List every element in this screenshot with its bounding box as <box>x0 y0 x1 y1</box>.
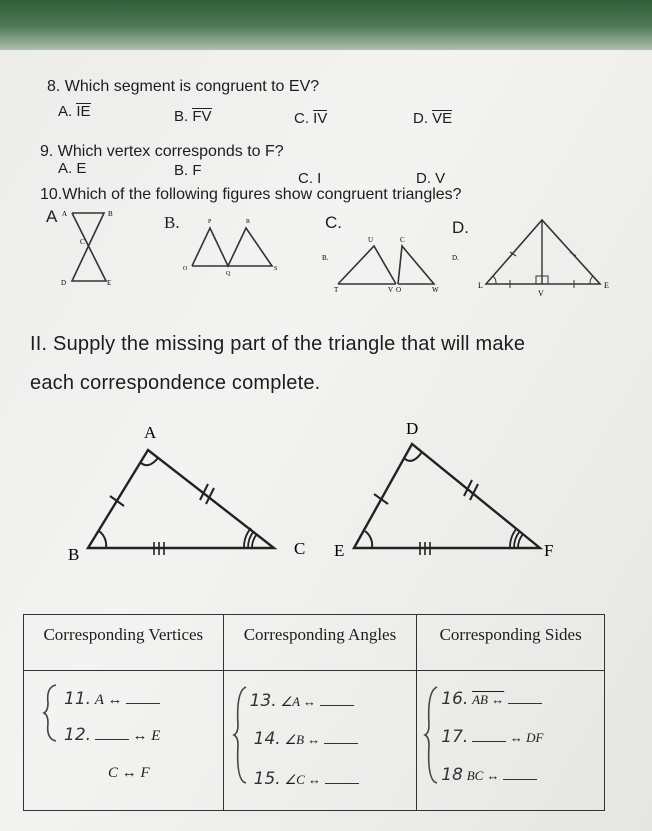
item-text: ↔ DF <box>509 730 544 745</box>
item-number: 12. <box>64 725 92 745</box>
brace-sides <box>423 685 439 785</box>
answer-blank-14[interactable] <box>324 732 358 744</box>
item-12 <box>64 725 160 745</box>
q8-option-d[interactable] <box>413 110 452 127</box>
answer-blank-18[interactable] <box>503 768 537 780</box>
item-number: 14. <box>253 729 281 749</box>
q8-option-a[interactable] <box>58 103 91 120</box>
fig-c-label-u: U <box>368 236 374 244</box>
fig-c-label-t: T <box>334 286 339 294</box>
label-d: D <box>406 419 419 438</box>
option-letter: B. <box>174 108 189 125</box>
item-11 <box>64 689 160 709</box>
answer-blank-13[interactable] <box>320 694 354 706</box>
item-number: 15. <box>253 769 281 789</box>
item-text: ∠C ↔ <box>284 772 322 787</box>
figure-b-triangles <box>180 218 280 278</box>
cell-angles <box>223 671 417 811</box>
item-17 <box>441 727 543 747</box>
cell-vertices <box>24 671 224 811</box>
fig-c-label-w: W <box>432 286 439 294</box>
answer-blank-11[interactable] <box>126 692 160 704</box>
label-a: A <box>144 423 157 442</box>
item-number: 13. <box>249 691 277 711</box>
table-header-row <box>24 615 605 671</box>
question-8 <box>47 78 319 96</box>
figure-a-bowtie <box>58 207 138 287</box>
option-segment: VE <box>432 110 453 127</box>
item-text: BC ↔ <box>466 768 500 783</box>
part2-instruction-line2: each correspondence complete. <box>30 372 321 394</box>
option-letter: C. <box>294 110 309 127</box>
fig-a-label-c: C <box>80 238 85 246</box>
q8-option-c[interactable] <box>294 110 327 127</box>
fig-c-label-d: D. <box>452 254 459 262</box>
fig-c-label-v: V <box>388 286 394 294</box>
label-f: F <box>544 541 554 560</box>
item-text: C ↔ F <box>108 765 150 781</box>
answer-blank-16[interactable] <box>508 692 542 704</box>
item-text: A ↔ <box>94 692 123 708</box>
fig-a-label-b: B <box>108 210 113 218</box>
header-corresponding-angles: Corresponding Angles <box>223 615 417 671</box>
label-c: C <box>294 539 306 558</box>
fig-a-label-a: A <box>62 210 68 218</box>
option-segment: IV <box>313 110 328 127</box>
fig-b-label-q: Q <box>226 271 231 277</box>
answer-blank-17[interactable] <box>472 730 506 742</box>
q10-choice-c[interactable]: C. <box>325 213 342 232</box>
correspondence-table <box>23 614 605 811</box>
part2-instruction-line1: II. Supply the missing part of the triangle that will make <box>30 333 526 355</box>
item-c-f <box>108 765 150 782</box>
item-text: ↔ E <box>132 728 161 744</box>
item-number: 18 <box>441 765 463 785</box>
item-text: ∠A ↔ <box>280 694 317 709</box>
q9-option-d[interactable]: D. V <box>416 170 446 187</box>
item-number: 17. <box>441 727 469 747</box>
question-10: 10.Which of the following figures show congruent triangles? <box>40 186 462 203</box>
option-segment: FV <box>192 108 212 125</box>
cell-sides <box>417 671 605 811</box>
q9-option-b[interactable]: B. F <box>174 162 202 179</box>
option-segment: IE <box>76 103 91 120</box>
fig-c-label-c: C <box>400 236 405 244</box>
fig-b-label-o: O <box>183 266 188 272</box>
question-8-text: 8. Which segment is congruent to EV? <box>47 78 320 95</box>
item-15 <box>254 769 359 789</box>
brace-angles <box>232 685 248 785</box>
q10-choice-a[interactable]: A <box>46 207 58 226</box>
item-number: 16. <box>441 689 469 709</box>
answer-blank-12[interactable] <box>95 728 129 740</box>
fig-a-label-e: E <box>107 279 112 287</box>
fig-d-label-v: V <box>538 289 544 298</box>
item-number: 11. <box>64 689 92 709</box>
fig-a-label-d: D <box>61 279 67 287</box>
fig-b-label-r: R <box>246 219 251 225</box>
fig-b-label-p: P <box>208 219 212 225</box>
triangle-def <box>330 420 580 570</box>
item-16 <box>441 689 542 709</box>
q9-option-c[interactable]: C. I <box>298 170 322 187</box>
fig-d-label-e: E <box>604 281 609 290</box>
q8-option-b[interactable] <box>174 108 212 125</box>
option-letter: A. <box>58 103 73 120</box>
q10-choice-d[interactable]: D. <box>452 218 469 237</box>
header-corresponding-sides: Corresponding Sides <box>417 615 605 671</box>
question-9: 9. Which vertex corresponds to F? <box>40 143 284 160</box>
brace-vertices <box>42 683 58 743</box>
triangle-abc <box>62 422 312 572</box>
item-14 <box>254 729 358 749</box>
label-b: B <box>68 545 80 564</box>
item-text: AB ↔ <box>472 692 505 707</box>
fig-c-label-o: O <box>396 286 402 294</box>
item-text: ∠B ↔ <box>284 732 321 747</box>
answer-blank-15[interactable] <box>325 772 359 784</box>
q10-choice-b[interactable]: B. <box>164 213 180 232</box>
q9-option-a[interactable]: A. E <box>58 160 87 177</box>
fig-b-label-s: S <box>274 266 278 272</box>
table-answer-row <box>24 671 605 811</box>
fig-d-label-l: L <box>478 281 483 290</box>
item-13 <box>250 691 354 711</box>
header-corresponding-vertices: Corresponding Vertices <box>24 615 224 671</box>
item-18 <box>441 765 537 785</box>
option-letter: D. <box>413 110 428 127</box>
fig-c-label-b: B. <box>322 254 329 262</box>
label-e: E <box>334 541 345 560</box>
figure-c-triangles <box>316 232 459 294</box>
figure-d-triangle <box>478 214 618 298</box>
